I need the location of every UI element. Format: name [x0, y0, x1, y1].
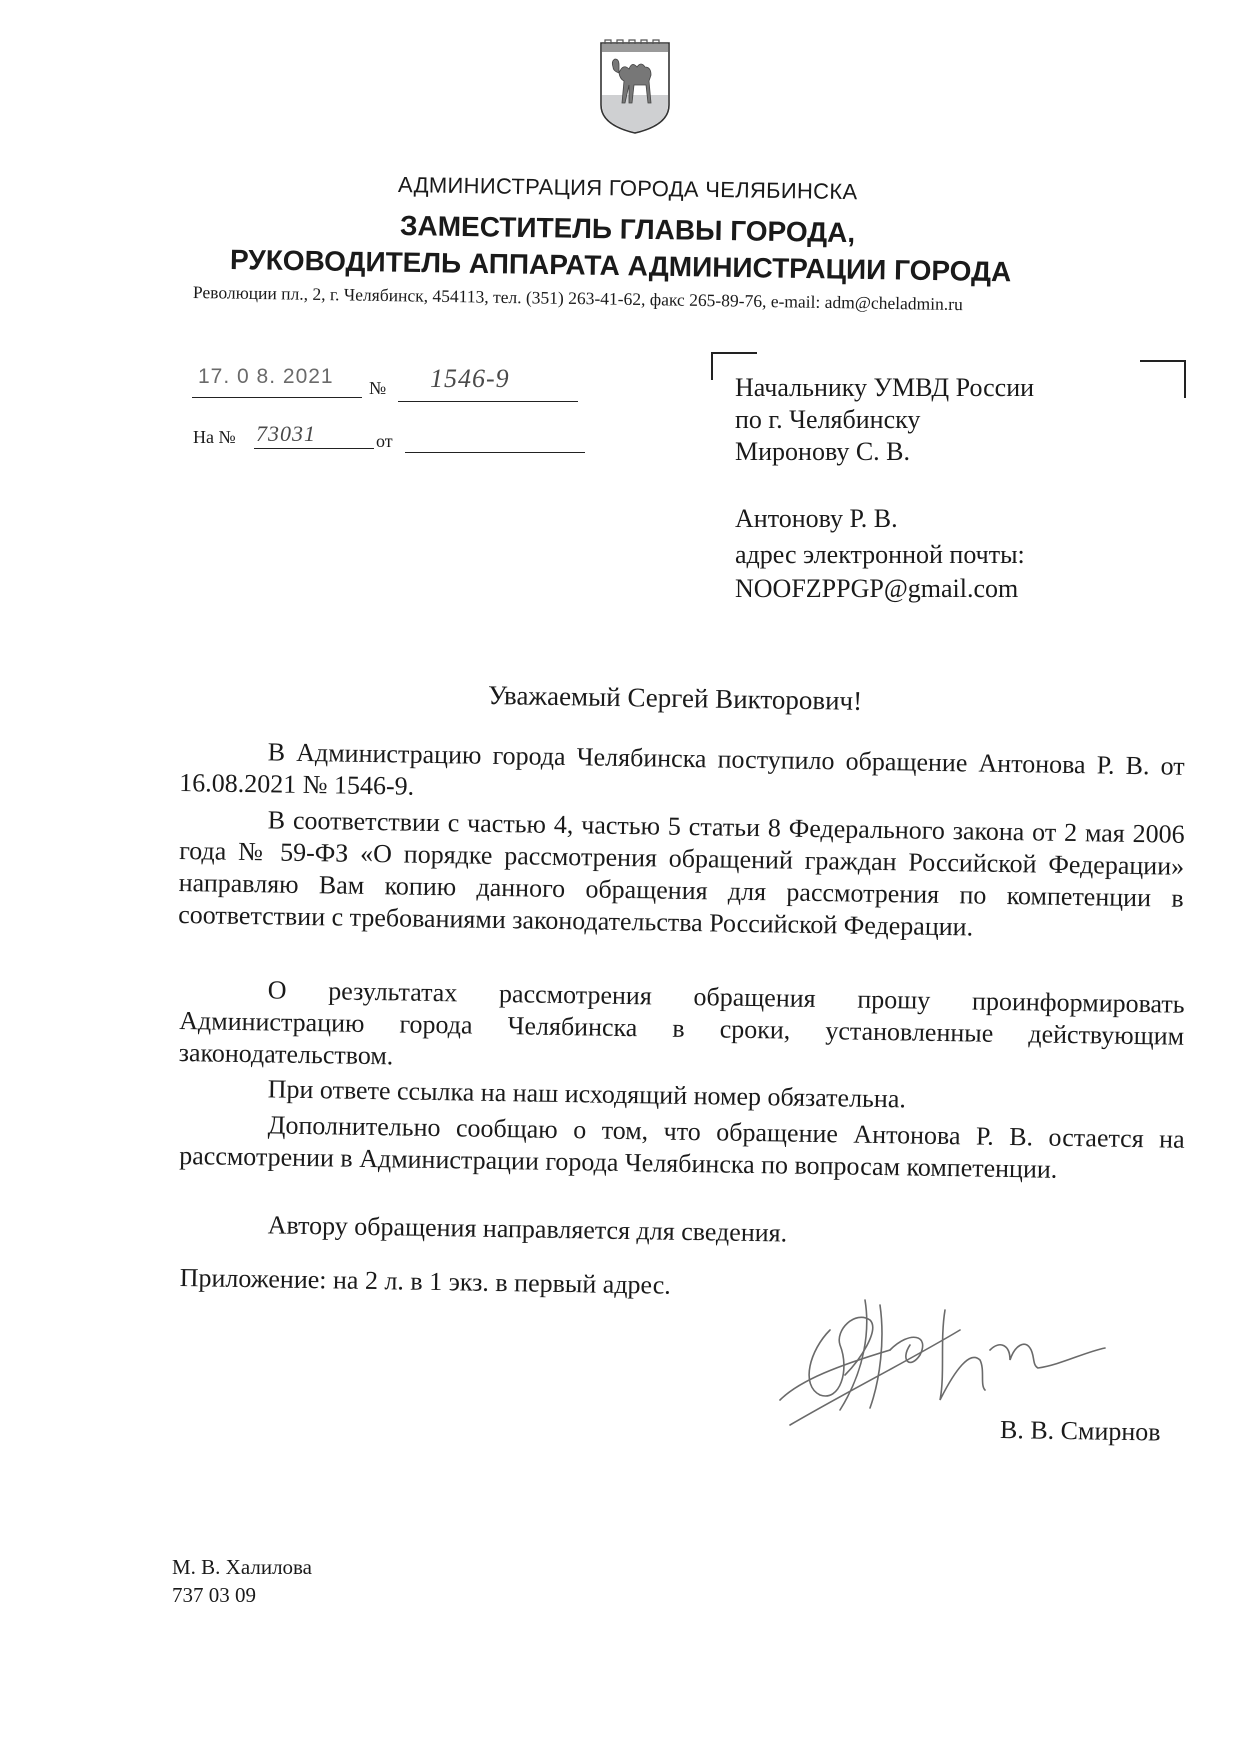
- date-stamp: 17. 0 8. 2021: [198, 365, 334, 388]
- email-address: NOOFZPPGP@gmail.com: [735, 574, 1019, 603]
- organization-address: Революции пл., 2, г. Челябинск, 454113, тел. (351) 263-41-62, факс 265-89-76, e-mail: adm@cheladmin.ru: [192, 282, 963, 315]
- reply-to-label: На №: [193, 427, 236, 447]
- paragraph-3: О результатах рассмотрения обращения прошу проинформировать Администрацию города Челябинска в сроки, установленные действующим законодательством.: [178, 975, 1185, 1071]
- from-date-underline: [405, 452, 585, 453]
- paragraph-6: Автору обращения направляется для сведения.: [267, 1210, 788, 1248]
- position-title-line2: РУКОВОДИТЕЛЬ АППАРАТА АДМИНИСТРАЦИИ ГОРОДА: [229, 244, 1012, 288]
- addressee-line3: Миронову С. В.: [735, 437, 911, 466]
- paragraph-1: В Администрацию города Челябинска поступило обращение Антонова Р. В. от 16.08.2021 № 1546-9.: [179, 737, 1185, 801]
- reply-to-number: 73031: [256, 421, 316, 446]
- signer-name: В. В. Смирнов: [999, 1415, 1161, 1447]
- addressee-line1: Начальнику УМВД России: [735, 373, 1035, 402]
- greeting: Уважаемый Сергей Викторович!: [487, 680, 863, 716]
- coat-of-arms-emblem: [597, 35, 673, 135]
- attachment-note: Приложение: на 2 л. в 1 экз. в первый адрес.: [179, 1262, 672, 1300]
- executor-phone: 737 03 09: [172, 1583, 256, 1607]
- copy-recipient-name: Антонову Р. В.: [735, 504, 898, 533]
- position-title-line1: ЗАМЕСТИТЕЛЬ ГЛАВЫ ГОРОДА,: [399, 210, 856, 249]
- addressee-bracket-right: [1140, 360, 1186, 398]
- email-label: адрес электронной почты:: [735, 540, 1025, 569]
- from-label: от: [376, 431, 393, 451]
- reply-to-underline: [254, 448, 374, 449]
- outgoing-number: 1546-9: [430, 364, 510, 393]
- paragraph-2: В соответствии с частью 4, частью 5 статьи 8 Федерального закона от 2 мая 2006 года № 59-ФЗ «О порядке рассмотрения обращений граждан Российской Федерации» направляю Вам копию данного обращения для рассмотрения по компетенции в соответствии с требованиями законодательства Российской Федерации.: [178, 805, 1185, 942]
- number-label: №: [369, 378, 387, 398]
- executor-name: М. В. Халилова: [172, 1555, 313, 1579]
- paragraph-4: При ответе ссылка на наш исходящий номер обязательна.: [267, 1074, 907, 1114]
- number-underline: [398, 401, 578, 402]
- handwritten-signature: [770, 1290, 1110, 1430]
- addressee-line2: по г. Челябинску: [735, 405, 921, 434]
- date-underline: [192, 397, 362, 398]
- paragraph-5: Дополнительно сообщаю о том, что обращение Антонова Р. В. остается на рассмотрении в Администрации города Челябинска по вопросам компетенции.: [179, 1110, 1185, 1184]
- organization-name: АДМИНИСТРАЦИЯ ГОРОДА ЧЕЛЯБИНСКА: [397, 172, 858, 205]
